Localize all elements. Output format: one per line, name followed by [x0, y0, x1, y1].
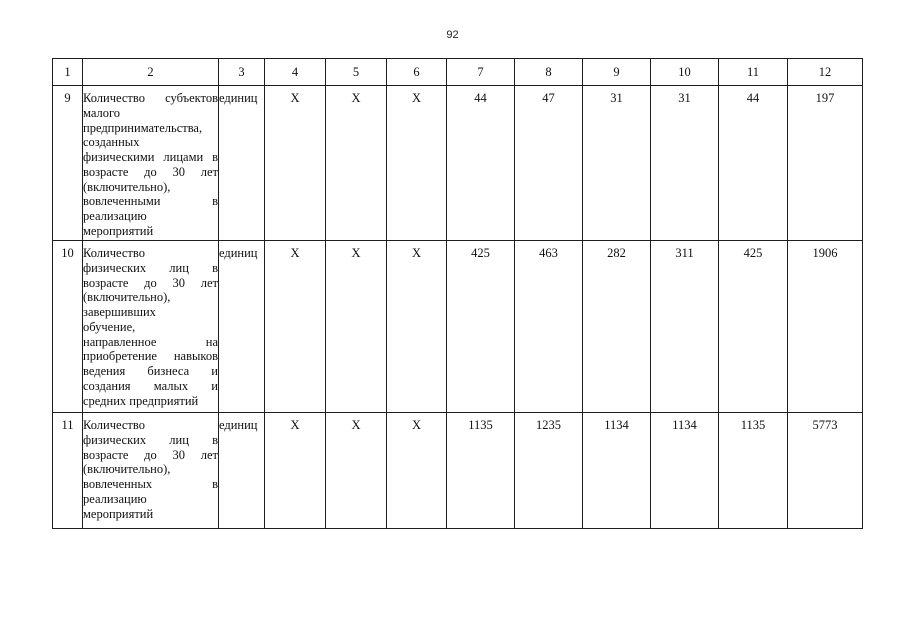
indicator-name-line: малого [83, 105, 121, 120]
column-header-7: 7 [447, 59, 515, 86]
value-cell: 44 [447, 86, 515, 241]
row-number-cell: 10 [53, 241, 83, 413]
row-number-cell: 11 [53, 413, 83, 529]
value-cell: 1235 [515, 413, 583, 529]
indicator-name-line: вовлеченных в [83, 477, 218, 491]
indicator-name-line: мероприятий [83, 223, 154, 238]
value-cell: 1134 [651, 413, 719, 529]
value-cell: Х [326, 413, 387, 529]
value-cell: Х [265, 413, 326, 529]
value-cell: 1135 [447, 413, 515, 529]
value-cell: Х [265, 86, 326, 241]
indicator-name-line: (включительно), [83, 179, 171, 194]
indicator-name-line: Количество субъектов [83, 91, 218, 105]
indicator-name-line: Количество [83, 418, 145, 432]
value-cell: 425 [719, 241, 788, 413]
indicator-name-line: физических лиц в [83, 432, 218, 447]
column-header-4: 4 [265, 59, 326, 86]
value-cell: Х [387, 413, 447, 529]
value-cell: 463 [515, 241, 583, 413]
table-body [53, 59, 863, 529]
row-number-cell: 9 [53, 86, 83, 241]
table-row [53, 86, 863, 241]
indicator-name-line: возрасте до 30 лет [83, 275, 218, 290]
value-cell: Х [387, 86, 447, 241]
unit-cell: единиц [219, 241, 265, 413]
indicator-name-line: приобретение навыков [83, 349, 218, 364]
value-cell: Х [326, 241, 387, 413]
column-header-10: 10 [651, 59, 719, 86]
column-header-9: 9 [583, 59, 651, 86]
value-cell: 1906 [788, 241, 863, 413]
value-cell: 31 [651, 86, 719, 241]
indicator-name-line: средних предприятий [83, 393, 199, 408]
column-header-11: 11 [719, 59, 788, 86]
indicator-name-line: завершивших [83, 305, 156, 319]
value-cell: 282 [583, 241, 651, 413]
indicator-name-line: возрасте до 30 лет [83, 164, 218, 179]
value-cell: Х [265, 241, 326, 413]
value-cell: 1135 [719, 413, 788, 529]
indicator-name-line: создания малых и [83, 378, 218, 393]
unit-cell: единиц [219, 86, 265, 241]
column-header-2: 2 [83, 59, 219, 86]
column-header-8: 8 [515, 59, 583, 86]
table-row [53, 413, 863, 529]
indicator-name-line: Количество [83, 246, 145, 260]
indicator-name-line: реализацию [83, 209, 147, 223]
value-cell: 44 [719, 86, 788, 241]
unit-cell: единиц [219, 413, 265, 529]
indicator-name-cell [83, 413, 219, 529]
value-cell: 311 [651, 241, 719, 413]
value-cell: 425 [447, 241, 515, 413]
indicator-name-line: (включительно), [83, 290, 171, 305]
column-header-12: 12 [788, 59, 863, 86]
table-row [53, 241, 863, 413]
indicator-name-line: предпринимательства, [83, 120, 203, 135]
value-cell: 5773 [788, 413, 863, 529]
indicator-name-line: вовлеченными в [83, 194, 218, 209]
indicator-name-line: (включительно), [83, 462, 171, 477]
value-cell: 31 [583, 86, 651, 241]
value-cell: Х [387, 241, 447, 413]
indicator-table [52, 58, 863, 529]
indicator-name-cell [83, 86, 219, 241]
value-cell: 197 [788, 86, 863, 241]
value-cell: 47 [515, 86, 583, 241]
indicator-name-line: обучение, [83, 319, 136, 334]
indicator-name-line: физических лиц в [83, 260, 218, 275]
column-header-5: 5 [326, 59, 387, 86]
indicator-name-line: мероприятий [83, 506, 154, 521]
value-cell: 1134 [583, 413, 651, 529]
indicator-name-line: физическими лицами в [83, 150, 218, 164]
indicator-name-line: созданных [83, 135, 140, 150]
column-header-3: 3 [219, 59, 265, 86]
header-row [53, 59, 863, 86]
column-header-6: 6 [387, 59, 447, 86]
column-header-1: 1 [53, 59, 83, 86]
indicator-name-line: возрасте до 30 лет [83, 447, 218, 462]
indicator-name-cell [83, 241, 219, 413]
indicator-name-line: направленное на [83, 334, 218, 349]
indicator-name-line: реализацию [83, 491, 147, 506]
value-cell: Х [326, 86, 387, 241]
indicator-name-line: ведения бизнеса и [83, 364, 218, 378]
page-number: 92 [446, 29, 459, 41]
